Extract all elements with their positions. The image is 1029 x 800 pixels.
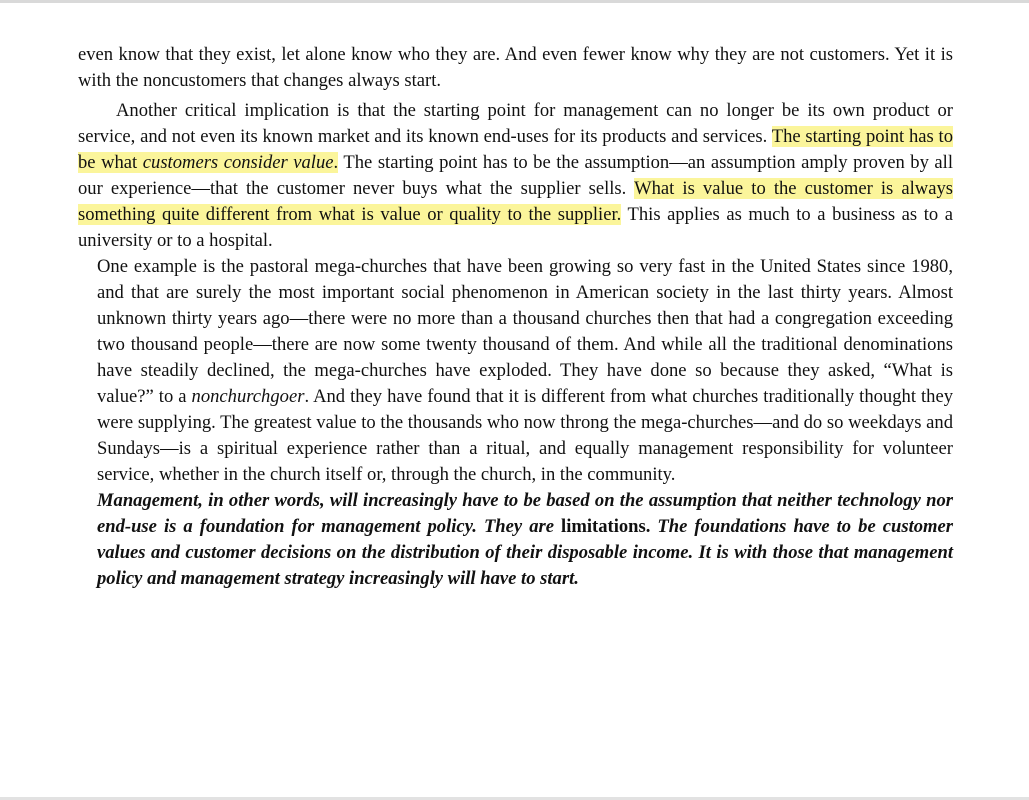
paragraph-continuation [78,42,953,94]
paragraph-text: Another critical implication is that the starting point for management can no longer be its own product or service, and not even its known market and its known end-uses for its products and services. [78,100,953,147]
paragraph-mega-churches [97,254,953,488]
indented-block [97,254,953,592]
highlight-value-to-customer[interactable]: What is value to the customer is always something quite different from what is value or quality to the supplier. [78,178,953,225]
emphasis-nonchurchgoer: nonchurchgoer [191,386,305,407]
paragraph-text: . And they have found that it is different from what churches traditionally thought they were supplying. The greatest value to the thousands who now throng the mega-churches—and do so weekdays and Sundays—is a spiritual experience rather than a ritual, and equally management responsibility for volunteer service, whether in the church itself or, through the church, in the community. [97,386,954,485]
paragraph-text: One example is the pastoral mega-churches that have been growing so very fast in the United States since 1980, and that are surely the most important social phenomenon in American society in the last thirty years. Almost unknown thirty years ago—there were no more than a thousand churches then that had a congregation exceeding two thousand people—there are now some twenty thousand of them. And while all the traditional denominations have steadily declined, the mega-churches have exploded. They have done so because they asked, “What is value?” to a [97,256,953,407]
emphasis-customers-consider-value: customers consider value [142,152,334,173]
paragraph-text: even know that they exist, let alone know who they are. And even fewer know why they are not customers. Yet it is with the noncustomers that changes always start. [78,44,953,91]
document-page [78,42,953,592]
paragraph-text: Management, in other words, will increasingly have to be based on the assumption that neither technology nor end-use is a foundation for management policy. They are [97,490,953,537]
paragraph-text: This applies as much to a business as to a university or to a hospital. [78,204,954,251]
paragraph-text: The starting point has to be the assumption—an assumption amply proven by all our experience—that the customer never buys what the supplier sells. [78,152,953,199]
top-border [0,0,1029,3]
paragraph-text: The foundations have to be customer values and customer decisions on the distribution of their disposable income. It is with those that management policy and management strategy increasingly will have to start. [97,516,953,589]
paragraph-critical-implication [78,98,953,254]
highlight-starting-point[interactable]: The starting point has to be what customers consider value. [78,126,953,173]
paragraph-management-conclusion [97,488,953,592]
emphasis-limitations: limitations. [561,516,651,537]
